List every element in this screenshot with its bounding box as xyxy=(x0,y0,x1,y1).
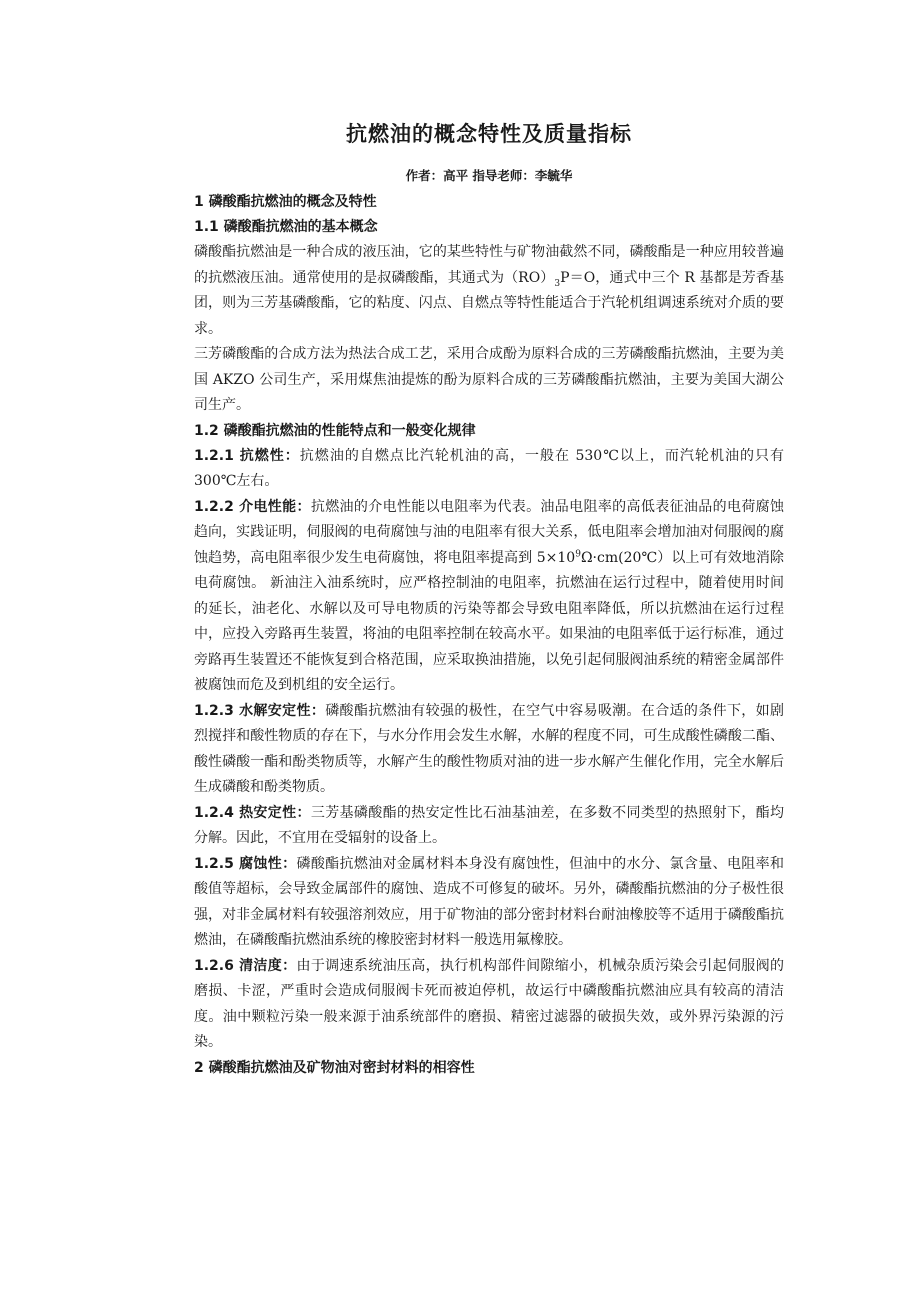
paragraph-1-1-a xyxy=(194,240,784,342)
section-1-heading: 1 磷酸酯抗燃油的概念及特性 xyxy=(194,194,377,210)
document-title: 抗燃油的概念特性及质量指标 xyxy=(346,122,632,146)
section-1-2-heading: 1.2 磷酸酯抗燃油的性能特点和一般变化规律 xyxy=(194,422,476,439)
section-2-heading: 2 磷酸酯抗燃油及矿物油对密封材料的相容性 xyxy=(194,1059,475,1076)
item-text: 磷酸酯抗燃油有较强的极性，在空气中容易吸潮。在合适的条件下，如剧烈搅拌和酸性物质的存在下，与水分作用会发生水解，水解的程度不同，可生成酸性磷酸二酯、酸性磷酸一酯和酚类物质等，水解产生的酸性物质对油的进一步水解产生催化作用，完全水解后生成磷酸和酚类物质。 xyxy=(194,702,785,795)
item-lead: 1.2.3 水解安定性： xyxy=(194,702,326,719)
paragraph-text: P＝O，通式中三个 R 基都是芳香基团，则为三芳基磷酸酯，它的粘度、闪点、自燃点等特性能适合于汽轮机组调速系统对介质的要求。 xyxy=(194,269,784,337)
item-lead: 1.2.5 腐蚀性： xyxy=(194,855,297,872)
item-1-2-5 xyxy=(194,852,784,954)
item-1-2-3 xyxy=(194,699,784,801)
superscript: 9 xyxy=(575,548,581,559)
item-text: 磷酸酯抗燃油对金属材料本身没有腐蚀性，但油中的水分、氯含量、电阻率和酸值等超标，会导致金属部件的腐蚀、造成不可修复的破坏。另外，磷酸酯抗燃油的分子极性很强，对非金属材料有较强溶剂效应，用于矿物油的部分密封材料台耐油橡胶等不适用于磷酸酯抗燃油，在磷酸酯抗燃油系统的橡胶密封材料一般选用氟橡胶。 xyxy=(194,855,785,948)
item-text: 抗燃油的自燃点比汽轮机油的高，一般在 530℃以上，而汽轮机油的只有 300℃左右。 xyxy=(194,447,784,489)
section-1-1-heading: 1.1 磷酸酯抗燃油的基本概念 xyxy=(194,219,378,235)
item-text: 由于调速系统油压高，执行机构部件间隙缩小，机械杂质污染会引起伺服阀的磨损、卡涩，严重时会造成伺服阀卡死而被迫停机，故运行中磷酸酯抗燃油应具有较高的清洁度。油中颗粒污染一般来源于油系统部件的磨损、精密过滤器的破损失效，或外界污染源的污染。 xyxy=(194,957,785,1050)
paragraph-1-1-b: 三芳磷酸酯的合成方法为热法合成工艺，采用合成酚为原料合成的三芳磷酸酯抗燃油，主要为美国 AKZO 公司生产，采用煤焦油提炼的酚为原料合成的三芳磷酸酯抗燃油，主要为美国大湖公司生产。 xyxy=(194,346,784,413)
item-lead: 1.2.6 清洁度： xyxy=(194,957,297,974)
item-lead: 1.2.1 抗燃性： xyxy=(194,447,300,464)
item-1-2-2 xyxy=(194,495,784,699)
item-text: Ω·cm(20℃）以上可有效地消除电荷腐蚀。 新油注入油系统时，应严格控制油的电阻率，抗燃油在运行过程中，随着使用时间的延长，油老化、水解以及可导电物质的污染等都会导致电阻率降低，所以抗燃油在运行过程中，应投入旁路再生装置，将油的电阻率控制在较高水平。如果油的电阻率低于运行标准，通过旁路再生装置还不能恢复到合格范围，应采取换油措施，以免引起伺服阀油系统的精密金属部件被腐蚀而危及到机组的安全运行。 xyxy=(194,549,784,693)
item-1-2-4 xyxy=(194,801,784,852)
document-page xyxy=(194,118,784,1081)
item-1-2-6 xyxy=(194,954,784,1056)
item-lead: 1.2.4 热安定性： xyxy=(194,804,311,821)
item-1-2-1 xyxy=(194,444,784,495)
item-text: 三芳基磷酸酯的热安定性比石油基油差，在多数不同类型的热照射下，酯均分解。因此，不宜用在受辐射的设备上。 xyxy=(194,804,785,846)
item-lead: 1.2.2 介电性能： xyxy=(194,498,311,515)
paragraph-text: 磷酸酯抗燃油是一种合成的液压油，它的某些特性与矿物油截然不同，磷酸酯是一种应用较普遍的抗燃液压油。通常使用的是叔磷酸酯，其通式为（RO） xyxy=(194,244,784,286)
item-text: 抗燃油的介电性能以电阻率为代表。油品电阻率的高低表征油品的电荷腐蚀趋向，实践证明，伺服阀的电荷腐蚀与油的电阻率有很大关系，低电阻率会增加油对伺服阀的腐蚀趋势，高电阻率很少发生电荷腐蚀，将电阻率提高到 5×10 xyxy=(194,498,785,566)
subscript: 3 xyxy=(554,278,561,289)
author-line: 作者：高平 指导老师：李毓华 xyxy=(405,168,573,183)
